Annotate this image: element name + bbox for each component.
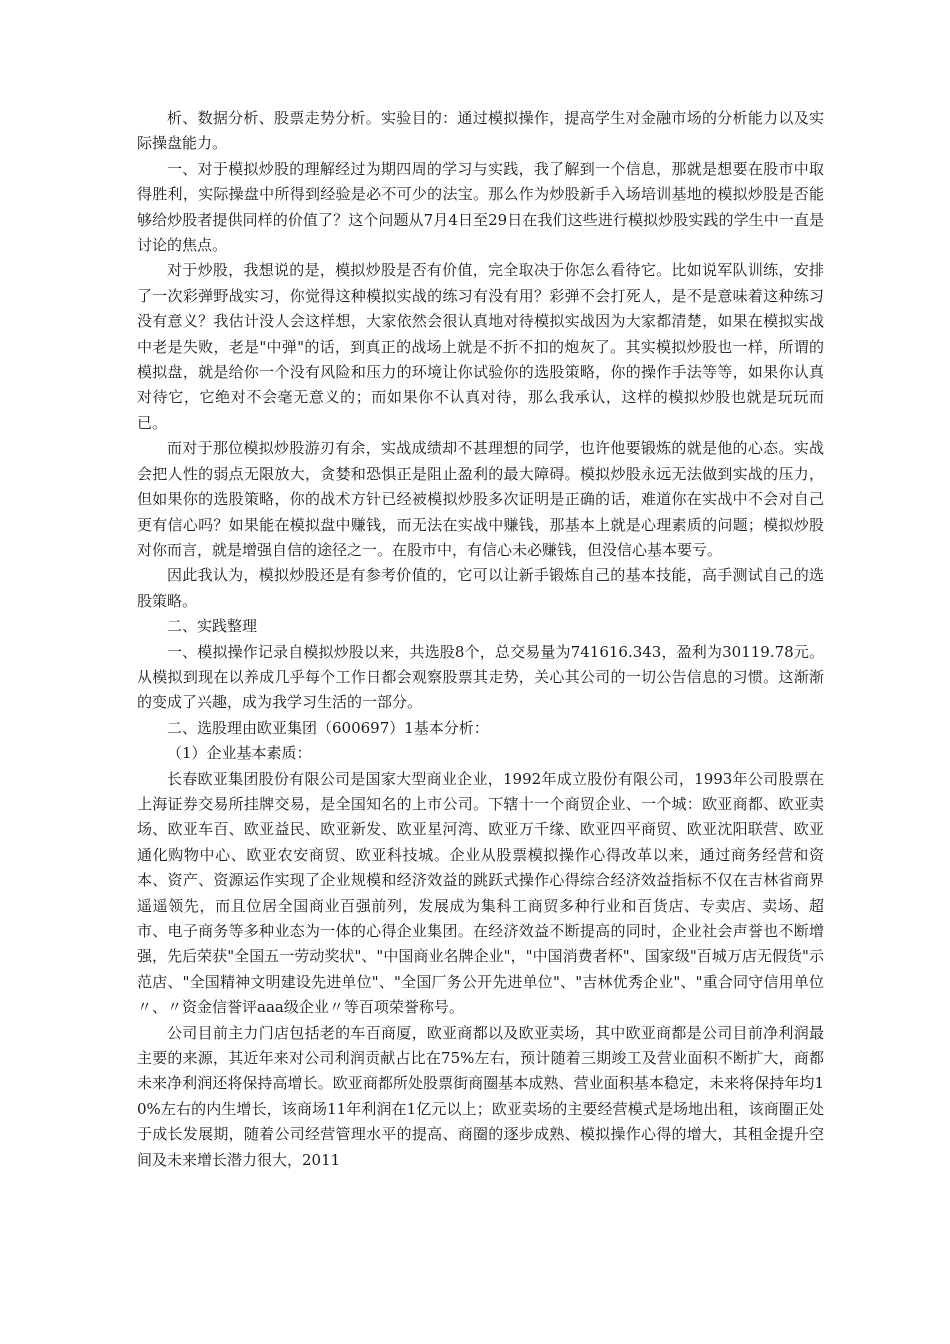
paragraph-military-analogy: 对于炒股，我想说的是，模拟炒股是否有价值，完全取决于你怎么看待它。比如说军队训练，安排了一次彩弹野战实习，你觉得这种模拟实战的练习有没有用？彩弹不会打死人，是不是意味着这种练习没有意义？我估计没人会这样想，大家依然会很认真地对待模拟实战因为大家都清楚，如果在模拟实战中老是失败，老是"中弹"的话，到真正的战场上就是不折不扣的炮灰了。其实模拟炒股也一样，所谓的模拟盘，就是给你一个没有风险和压力的环境让你试验你的选股策略，你的操作手法等等，如果你认真对待它，它绝对不会毫无意义的；而如果你不认真对待，那么我承认，这样的模拟炒股也就是玩玩而已。 (137, 261, 824, 432)
paragraph-trading-record: 一、模拟操作记录自模拟炒股以来，共选股8个，总交易量为741616.343，盈利为30119.78元。从模拟到现在以养成几乎每个工作日都会观察股票其走势，关心其公司的一切公告信息的习惯。这渐渐的变成了兴趣，成为我学习生活的一部分。 (137, 642, 824, 712)
paragraph-company-profile: 长春欧亚集团股份有限公司是国家大型商业企业，1992年成立股份有限公司，1993年公司股票在上海证券交易所挂牌交易，是全国知名的上市公司。下辖十一个商贸企业、一个城：欧亚商都、欧亚卖场、欧亚车百、欧亚益民、欧亚新发、欧亚星河湾、欧亚万千缘、欧亚四平商贸、欧亚沈阳联营、欧亚通化购物中心、欧亚农安商贸、欧亚科技城。企业从股票模拟操作心得改革以来，通过商务经营和资本、资产、资源运作实现了企业规模和经济效益的跳跃式操作心得综合经济效益指标不仅在吉林省商界遥遥领先，而且位居全国商业百强前列，发展成为集科工商贸多种行业和百货店、专卖店、卖场、超市、电子商务等多种业态为一体的心得企业集团。在经济效益不断提高的同时，企业社会声誉也不断增强，先后荣获"全国五一劳动奖状"、"中国商业名牌企业"，"中国消费者杯"、国家级"百城万店无假货"示范店、"全国精神文明建设先进单位"、"全国厂务公开先进单位"、"吉林优秀企业"、"重合同守信用单位〃、〃资金信誉评aaa级企业〃等百项荣誉称号。 (137, 769, 824, 1017)
subheading-stock-selection: 二、选股理由欧亚集团（600697）1基本分析： (167, 718, 489, 737)
paragraph-mindset: 而对于那位模拟炒股游刃有余，实战成绩却不甚理想的同学，也许他要锻炼的就是他的心态。实战会把人性的弱点无限放大，贪婪和恐惧正是阻止盈利的最大障碍。模拟炒股永远无法做到实战的压力，但如果你的选股策略，你的战术方针已经被模拟炒股多次证明是正确的话，难道你在实战中不会对自己更有信心吗？如果能在模拟盘中赚钱，而无法在实战中赚钱，那基本上就是心理素质的问题；模拟炒股对你而言，就是增强自信的途径之一。在股市中，有信心未必赚钱，但没信心基本要亏。 (137, 439, 824, 559)
subheading-enterprise-quality: （1）企业基本素质： (167, 744, 312, 763)
paragraph-conclusion: 因此我认为，模拟炒股还是有参考价值的，它可以让新手锻炼自己的基本技能，高手测试自己的选股策略。 (137, 566, 824, 610)
paragraph-understanding: 一、对于模拟炒股的理解经过为期四周的学习与实践，我了解到一个信息，那就是想要在股市中取得胜利，实际操盘中所得到经验是必不可少的法宝。那么作为炒股新手入场培训基地的模拟炒股是否能够给炒股者提供同样的价值了？这个问题从7月4日至29日在我们这些进行模拟炒股实践的学生中一直是讨论的焦点。 (137, 159, 824, 255)
paragraph-stores: 公司目前主力门店包括老的车百商厦，欧亚商都以及欧亚卖场，其中欧亚商都是公司目前净利润最主要的来源，其近年来对公司利润贡献占比在75%左右，预计随着三期竣工及营业面积不断扩大，商都未来净利润还将保持高增长。欧亚商都所处股票街商圈基本成熟、营业面积基本稳定，未来将保持年均10%左右的内生增长，该商场11年利润在1亿元以上；欧亚卖场的主要经营模式是场地出租，该商圈正处于成长发展期，随着公司经营管理水平的提高、商圈的逐步成熟、模拟操作心得的增大，其租金提升空间及未来增长潜力很大，2011 (137, 1023, 824, 1169)
paragraph-intro-continuation: 析、数据分析、股票走势分析。实验目的：通过模拟操作，提高学生对金融市场的分析能力以及实际操盘能力。 (137, 109, 824, 153)
section-heading-practice: 二、实践整理 (167, 617, 258, 636)
